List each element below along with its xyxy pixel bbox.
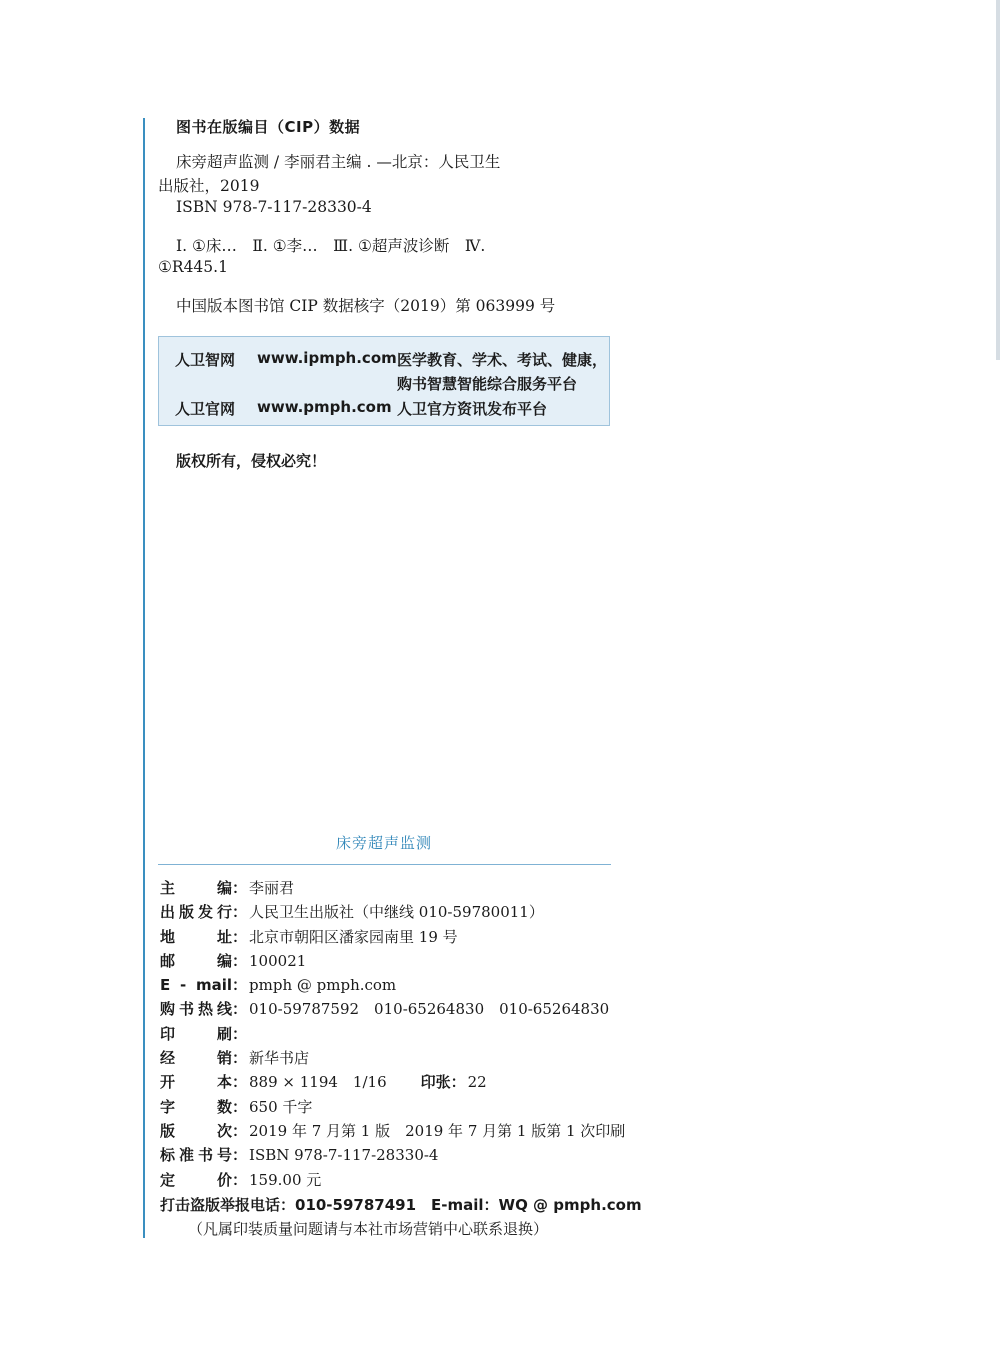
sheets-value: 22 [467, 1073, 487, 1092]
info-value: 李丽君 [249, 879, 295, 897]
info-value: ISBN 978-7-117-28330-4 [249, 1146, 439, 1165]
info-row-editor: 主编： 李丽君 [160, 876, 630, 900]
cip-library-record: 中国版本图书馆 CIP 数据核字（2019）第 063999 号 [176, 297, 556, 315]
info-label: 出版发行 [160, 903, 232, 922]
cip-classification-1: Ⅰ. ①床… Ⅱ. ①李… Ⅲ. ①超声波诊断 Ⅳ. [176, 237, 486, 255]
page-edge-shadow [996, 0, 1000, 360]
website-1-name: 人卫智网 [175, 351, 236, 369]
info-label: 标准书号 [160, 1146, 232, 1165]
website-info-box [158, 336, 610, 426]
cip-line-1: 床旁超声监测 / 李丽君主编 . —北京：人民卫生 [176, 153, 501, 171]
cip-classification-2: ①R445.1 [158, 258, 228, 276]
title-divider [158, 864, 611, 865]
info-row-edition: 版次： 2019 年 7 月第 1 版 2019 年 7 月第 1 版第 1 次印刷 [160, 1119, 630, 1143]
info-value: 889 × 1194 1/16 [249, 1073, 387, 1092]
info-value: 100021 [249, 951, 307, 970]
info-value: 北京市朝阳区潘家园南里 19 号 [249, 927, 458, 946]
info-value: 新华书店 [249, 1049, 310, 1068]
publication-info [160, 876, 630, 1192]
info-label: 经销 [160, 1049, 232, 1068]
cip-line-2: 出版社，2019 [158, 177, 260, 195]
info-row-hotline: 购书热线： 010-59787592 010-65264830 010-65264830 [160, 997, 630, 1021]
website-2-url[interactable]: www.pmph.com [257, 398, 392, 416]
info-row-postcode: 邮编： 100021 [160, 949, 630, 973]
info-row-email: E - mail： pmph @ pmph.com [160, 973, 630, 997]
cip-isbn: ISBN 978-7-117-28330-4 [176, 198, 372, 216]
info-value: 人民卫生出版社（中继线 010-59780011） [249, 903, 544, 922]
info-value: 159.00 元 [249, 1170, 322, 1189]
piracy-report-line: 打击盗版举报电话：010-59787491 E-mail：WQ @ pmph.com [160, 1196, 642, 1214]
website-1-desc-line1: 医学教育、学术、考试、健康， [397, 351, 608, 369]
website-1-url[interactable]: www.ipmph.com [257, 349, 397, 367]
info-label: 地址 [160, 927, 232, 946]
sheets-label: 印张 [420, 1073, 451, 1092]
info-value: 2019 年 7 月第 1 版 2019 年 7 月第 1 版第 1 次印刷 [249, 1121, 626, 1140]
info-row-publisher: 出版发行： 人民卫生出版社（中继线 010-59780011） [160, 900, 630, 924]
info-label: 字数 [160, 1097, 232, 1116]
info-label: 印刷 [160, 1024, 232, 1043]
info-label: 购书热线 [160, 1000, 232, 1019]
info-label: 版次 [160, 1121, 232, 1140]
website-2-desc: 人卫官方资讯发布平台 [397, 400, 548, 418]
info-row-distributor: 经销： 新华书店 [160, 1046, 630, 1070]
info-label: 主编 [160, 879, 232, 897]
left-accent-rule [143, 118, 145, 1238]
info-row-wordcount: 字数： 650 千字 [160, 1095, 630, 1119]
info-label: 定价 [160, 1170, 232, 1189]
info-value: pmph @ pmph.com [249, 976, 397, 995]
info-row-address: 地址： 北京市朝阳区潘家园南里 19 号 [160, 925, 630, 949]
copyright-notice: 版权所有，侵权必究！ [176, 452, 327, 470]
info-row-isbn: 标准书号： ISBN 978-7-117-28330-4 [160, 1143, 630, 1167]
info-row-format: 开本： 889 × 1194 1/16 印张： 22 [160, 1070, 630, 1094]
book-title: 床旁超声监测 [335, 834, 432, 852]
website-2-name: 人卫官网 [175, 400, 236, 418]
info-label: 开本 [160, 1073, 232, 1092]
website-1-desc-line2: 购书智慧智能综合服务平台 [397, 375, 578, 393]
quality-return-note: （凡属印装质量问题请与本社市场营销中心联系退换） [188, 1220, 549, 1238]
cip-heading: 图书在版编目（CIP）数据 [176, 118, 361, 136]
info-value: 650 千字 [249, 1097, 313, 1116]
info-row-printer: 印刷： [160, 1022, 630, 1046]
info-label: 邮编 [160, 951, 232, 970]
info-label: E - mail [160, 976, 232, 995]
info-row-price: 定价： 159.00 元 [160, 1168, 630, 1192]
info-value: 010-59787592 010-65264830 010-65264830 [249, 1000, 610, 1019]
